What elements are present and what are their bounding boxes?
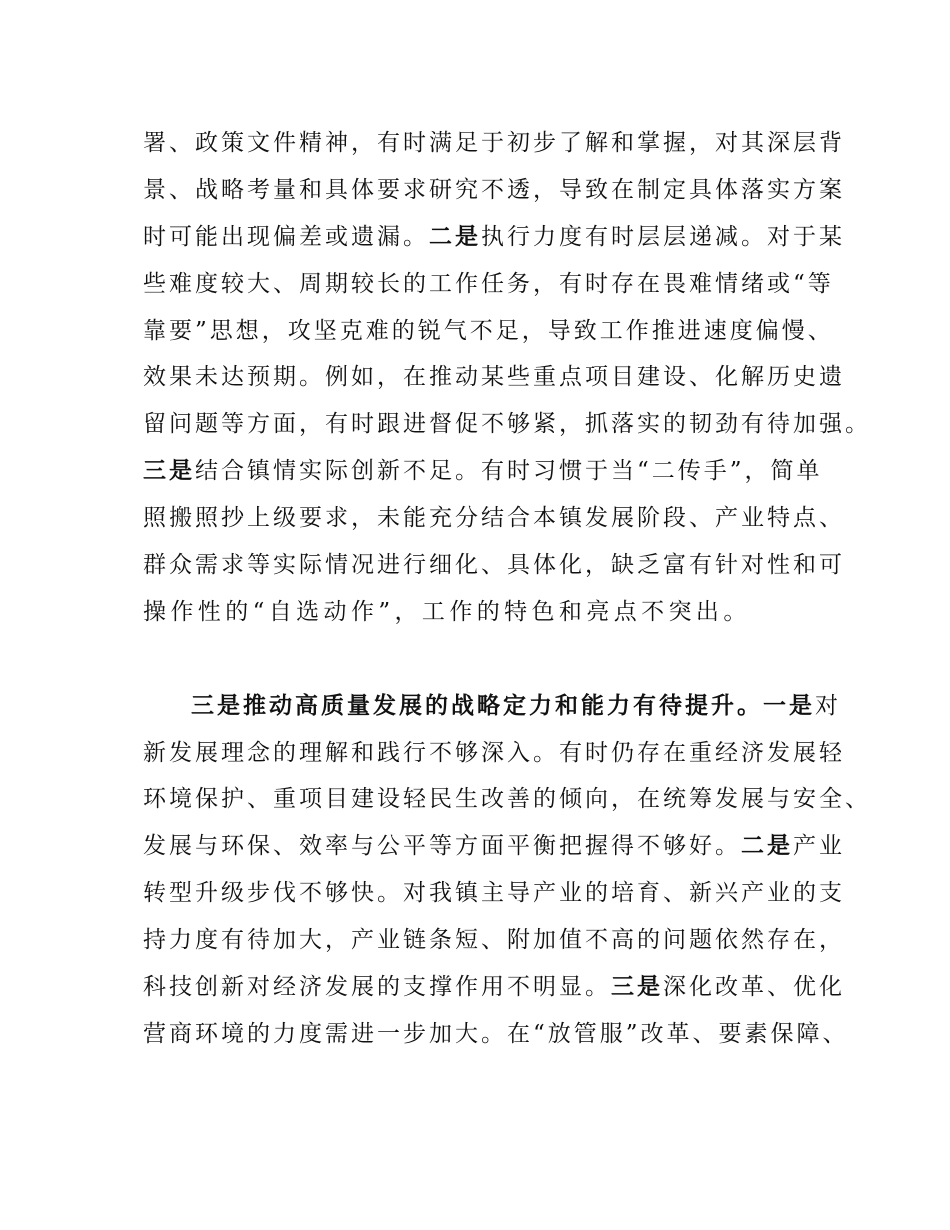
text-line [143,174,845,221]
text-segment: 照搬照抄上级要求，未能充分结合本镇发展阶段、产业特点、 [143,505,845,532]
text-line [143,221,845,268]
text-segment: 对 [815,692,841,719]
document-body [143,127,871,1065]
text-line [143,315,834,362]
text-line [143,971,845,1018]
text-segment: 结合镇情实际创新不足。有时习惯于当“二传手”，简单 [195,458,823,485]
text-segment: 靠要”思想，攻坚克难的锐气不足，导致工作推进速度偏慢、 [143,317,834,344]
text-segment: 发展与环保、效率与公平等方面平衡把握得不够好。 [143,833,741,860]
text-segment: 时可能出现偏差或遗漏。 [143,223,429,250]
bold-text-segment: 三是 [611,974,663,1001]
text-segment: 环境保护、重项目建设轻民生改善的倾向，在统筹发展与安全、 [143,786,871,813]
text-segment: 操作性的“自选动作”，工作的特色和亮点不突出。 [143,598,751,625]
text-line [143,455,823,502]
bold-text-segment: 一是 [763,692,815,719]
text-segment: 科技创新对经济发展的支撑作用不明显。 [143,974,611,1001]
text-segment: 景、战略考量和具体要求研究不透，导致在制定具体落实方案 [143,176,845,203]
bold-text-segment: 二是 [429,223,481,250]
bold-text-segment: 三是 [143,458,195,485]
paragraph-gap [143,643,809,690]
text-line [143,690,841,737]
text-line [143,830,845,877]
text-segment: 深化改革、优化 [663,974,845,1001]
text-line [143,502,845,549]
text-segment: 署、政策文件精神，有时满足于初步了解和掌握，对其深层背 [143,130,845,156]
text-segment: 群众需求等实际情况进行细化、具体化，缺乏富有针对性和可 [143,552,845,579]
bold-text-segment: 三是推动高质量发展的战略定力和能力有待提升。 [191,692,763,719]
text-segment: 转型升级步伐不够快。对我镇主导产业的培育、新兴产业的支 [143,880,845,907]
bold-text-segment: 二是 [741,833,793,860]
text-segment: 效果未达预期。例如，在推动某些重点项目建设、化解历史遗 [143,364,845,391]
text-line [143,408,871,455]
text-line [143,127,845,174]
text-line [143,877,845,924]
text-segment: 新发展理念的理解和践行不够深入。有时仍存在重经济发展轻 [143,739,845,766]
text-segment: 营商环境的力度需进一步加大。在“放管服”改革、要素保障、 [143,1020,849,1047]
text-line [143,924,845,971]
text-line [143,549,845,596]
text-line [143,1018,849,1065]
text-segment: 持力度有待加大，产业链条短、附加值不高的问题依然存在， [143,927,845,954]
text-segment: 执行力度有时层层递减。对于某 [481,223,845,250]
text-line [143,596,809,643]
text-segment: 留问题等方面，有时跟进督促不够紧，抓落实的韧劲有待加强。 [143,411,871,438]
text-line [143,783,871,830]
text-line [143,361,845,408]
text-line [143,268,834,315]
text-segment: 些难度较大、周期较长的工作任务，有时存在畏难情绪或“等 [143,270,834,297]
text-line [143,737,845,784]
text-segment: 产业 [793,833,845,860]
